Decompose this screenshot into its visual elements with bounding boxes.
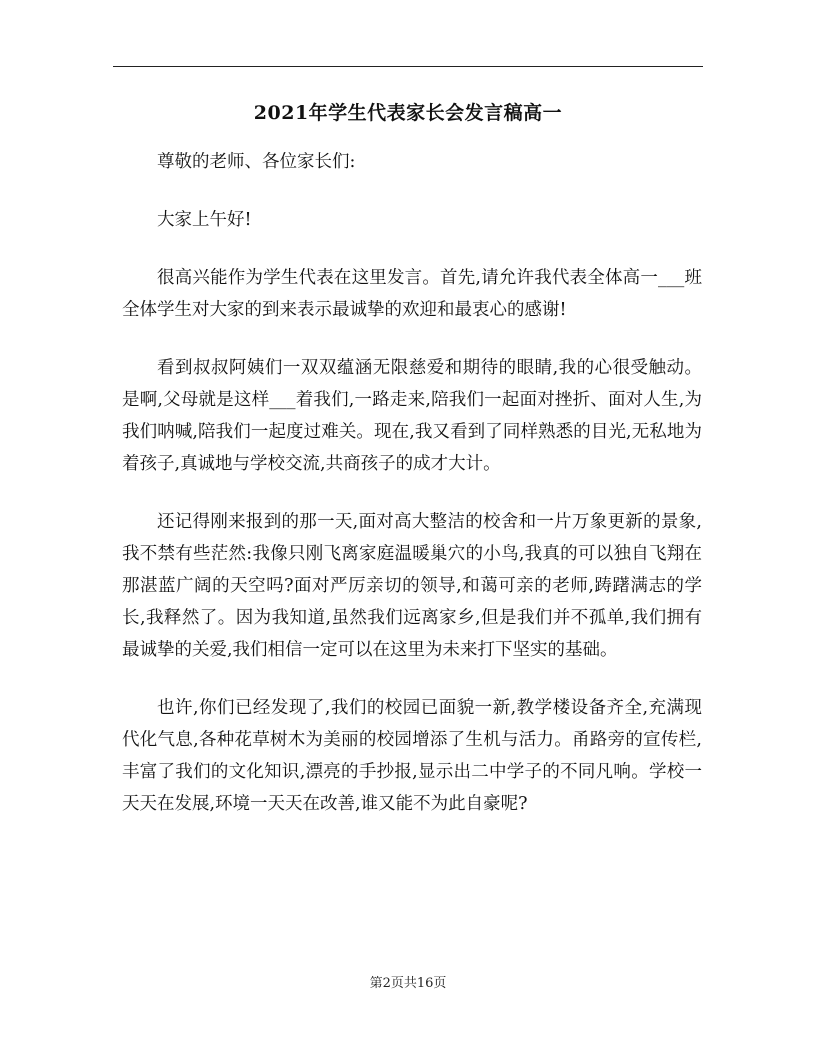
greeting: 大家上午好!	[157, 210, 252, 230]
salutation: 尊敬的老师、各位家长们:	[157, 152, 356, 172]
document-body	[122, 146, 702, 846]
body-paragraph: 还记得刚来报到的那一天,面对高大整洁的校舍和一片万象更新的景象,我不禁有些茫然:我像只刚飞离家庭温暖巢穴的小鸟,我真的可以独自飞翔在那湛蓝广阔的天空吗?面对严厉亲切的领导,和蔼可亲的老师,踌躇满志的学长,我释然了。因为我知道,虽然我们远离家乡,但是我们并不孤单,我们拥有最诚挚的关爱,我们相信一定可以在这里为未来打下坚实的基础。	[122, 512, 702, 660]
body-paragraph: 也许,你们已经发现了,我们的校园已面貌一新,教学楼设备齐全,充满现代化气息,各种花草树木为美丽的校园增添了生机与活力。甬路旁的宣传栏,丰富了我们的文化知识,漂亮的手抄报,显示出二中学子的不同凡响。学校一天天在发展,环境一天天在改善,谁又能不为此自豪呢?	[122, 698, 702, 814]
document-title: 2021年学生代表家长会发言稿高一	[253, 102, 563, 124]
body-paragraph: 很高兴能作为学生代表在这里发言。首先,请允许我代表全体高一___班全体学生对大家的到来表示最诚挚的欢迎和最衷心的感谢!	[122, 268, 702, 320]
page-number: 第2页共16页	[369, 976, 447, 991]
header-rule	[113, 66, 703, 67]
body-paragraph: 看到叔叔阿姨们一双双蕴涵无限慈爱和期待的眼睛,我的心很受触动。是啊,父母就是这样___着我们,一路走来,陪我们一起面对挫折、面对人生,为我们呐喊,陪我们一起度过难关。现在,我又看到了同样熟悉的目光,无私地为着孩子,真诚地与学校交流,共商孩子的成才大计。	[122, 358, 702, 474]
